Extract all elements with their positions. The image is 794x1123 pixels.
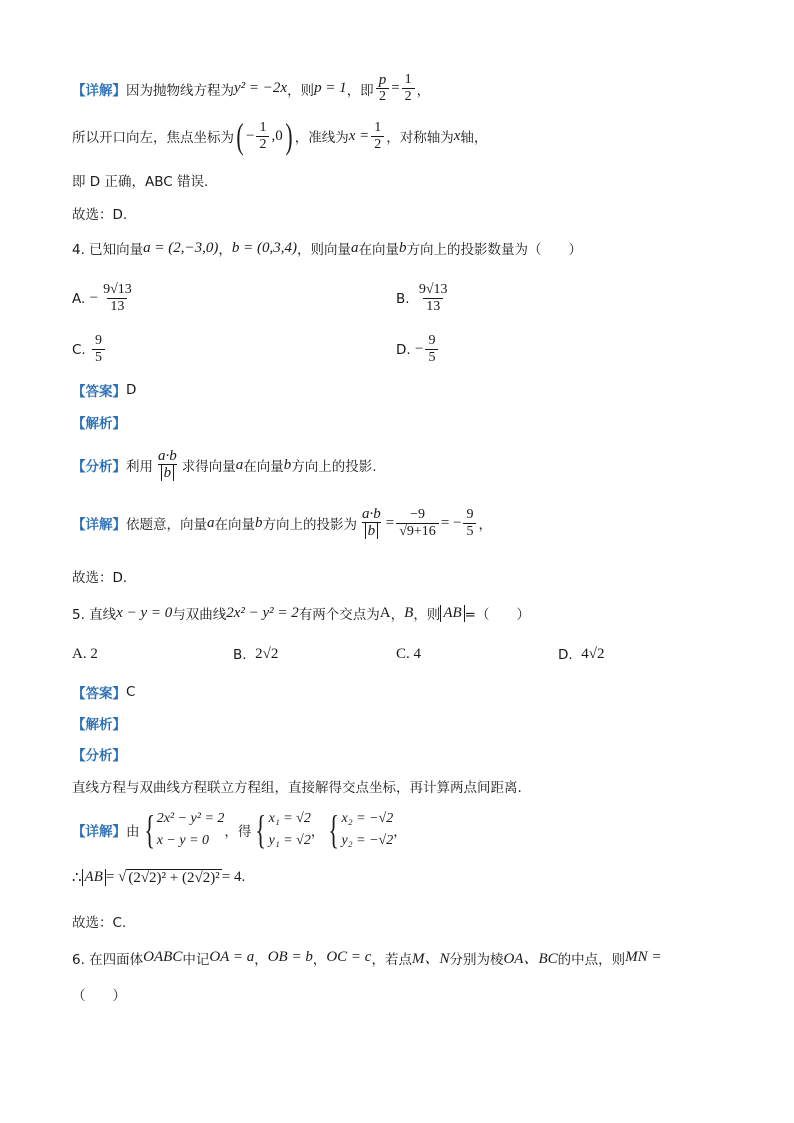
q4-vector-a: a = (2,−3,0) — [143, 239, 219, 256]
q5-choice: 故选：C. — [72, 915, 127, 931]
q4-fenxi: 【分析】 利用 $\frac{a\cdot b}{b}$ 求得向量 a 在向量 b 方向上的投影. — [72, 448, 377, 481]
q4-vector-b: b = (0,3,4) — [231, 239, 298, 256]
q5-distance: ∴ AB = √ (2√2)² + (2√2)² = 4. — [72, 869, 246, 886]
q5-analysis-tag: 【解析】 — [72, 717, 126, 733]
q4-option-c: C. $\frac{9}{5}$ — [72, 333, 107, 366]
q4-answer: 【答案】 D — [72, 382, 137, 400]
q3-detail-line1: 【详解】 因为抛物线方程为 y² = −2x ，则 p = 1 ，即 $\frac{p}{2}$ = $\frac{1}{2}$ ， — [72, 72, 431, 104]
q5-fenxi-text: 直线方程与双曲线方程联立方程组，直接解得交点坐标，再计算两点间距离. — [72, 780, 522, 796]
q5-option-a: A. 2 — [72, 646, 98, 662]
q3-focus-fraction: $\frac{1}{2}$ — [256, 120, 269, 153]
q5-stem: 5. 直线 x − y = 0 与双曲线 2x² − y² = 2 有两个交点为 A ， B ，则 AB =（ ） — [72, 604, 530, 623]
q3-choice: 故选：D. — [72, 207, 128, 223]
q5-detail: 【详解】 由 { 2x² − y² = 2 x − y = 0 ，得 { x₁ = √2 y₁ = √2 ， { x₂ = −√2 y₂ = −√2 ， — [72, 807, 407, 852]
q5-option-b: B. 2√2 — [233, 646, 279, 663]
q5-fenxi-tag: 【分析】 — [72, 748, 126, 764]
q6-answer-paren: （ ） — [72, 988, 126, 1004]
q3-conclusion: 即 D 正确，ABC 错误. — [72, 174, 209, 190]
q3-text: ，即 — [346, 82, 374, 99]
q3-directrix-fraction: $\frac{1}{2}$ — [371, 120, 384, 153]
q3-text: 因为抛物线方程为 — [126, 82, 234, 99]
q3-fraction: $\frac{p}{2}$ — [376, 72, 390, 105]
q3-detail-line2: 所以开口向左，焦点坐标为 ( − $\frac{1}{2}$ ,0 ) ，准线为 x = $\frac{1}{2}$ ，对称轴为 x 轴， — [72, 116, 488, 156]
q5-answer: 【答案】 C — [72, 684, 136, 702]
q5-option-c: C. 4 — [396, 646, 422, 662]
q4-option-d: D. − $\frac{9}{5}$ — [396, 333, 440, 366]
q3-p-value: p = 1 — [314, 80, 347, 96]
q4-analysis-tag: 【解析】 — [72, 416, 126, 432]
detail-tag: 【详解】 — [72, 82, 126, 99]
q5-option-d: D. 4√2 — [558, 646, 605, 663]
q4-choice: 故选：D. — [72, 570, 128, 586]
q4-stem: 4. 已知向量 a = (2,−3,0) ， b = (0,3,4) ，则向量 a 在向量 b 方向上的投影数量为（ ） — [72, 239, 583, 258]
q3-fraction: $\frac{1}{2}$ — [402, 72, 415, 105]
q3-text: ，则 — [287, 82, 315, 99]
q4-detail: 【详解】 依题意，向量 a 在向量 b 方向上的投影为 $\frac{a\cdot b}{b}$ = $\frac{-9}{√9+16}$ = − $\frac{9}{5}$ ， — [72, 506, 492, 539]
q6-stem: 6. 在四面体 OABC 中记 OA = a ， OB = b ， OC = c ，若点 M、N 分别为棱 OA、BC 的中点，则 MN = — [72, 949, 662, 968]
q3-parabola-eq: y² = −2x — [234, 80, 288, 96]
q4-option-b: B. $\frac{9√13}{13}$ — [396, 282, 448, 314]
q4-option-a: A. − $\frac{9√13}{13}$ — [72, 282, 132, 314]
